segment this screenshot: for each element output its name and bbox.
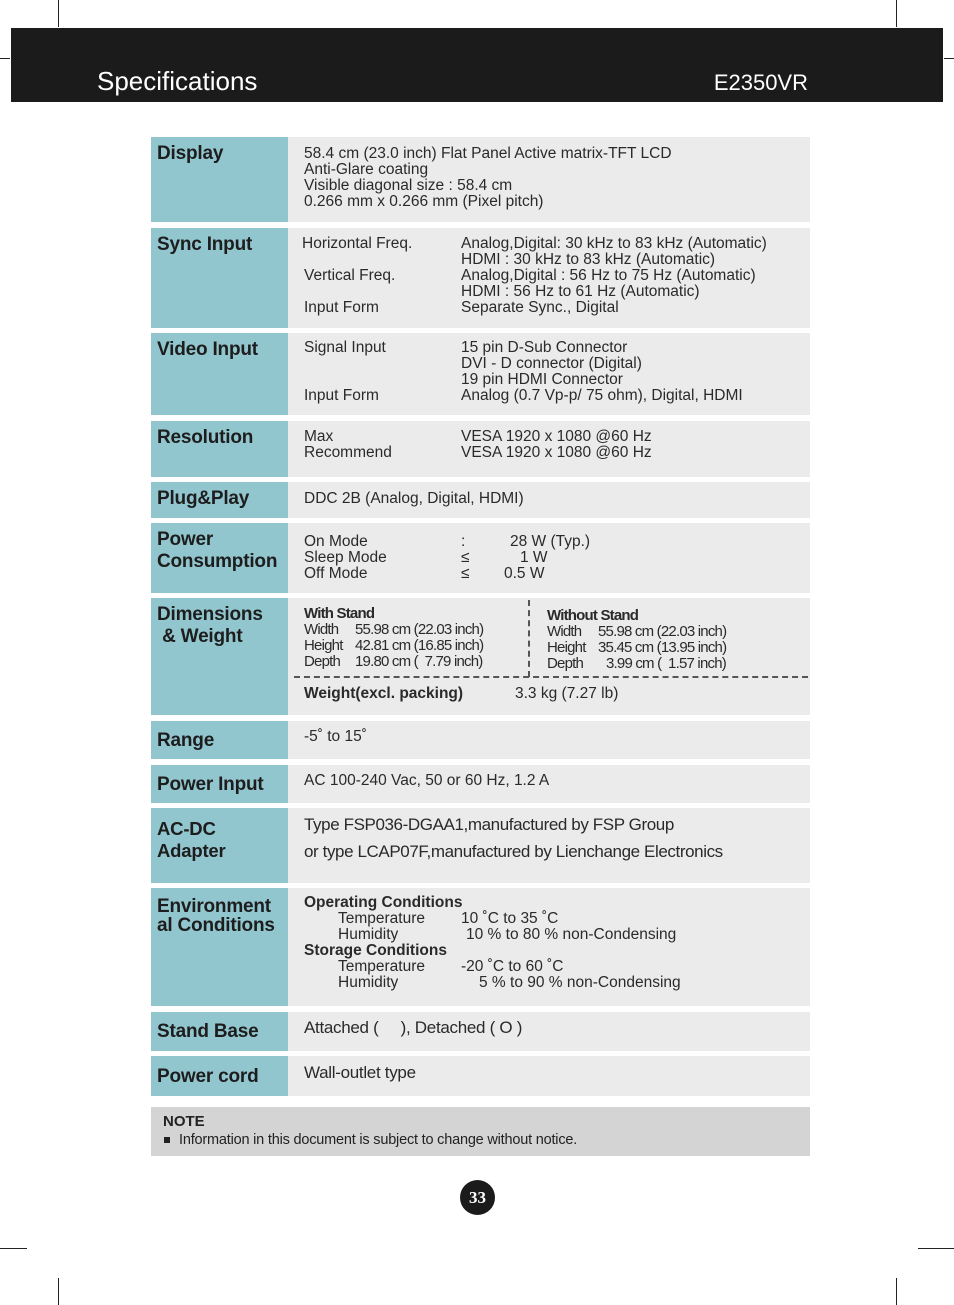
- spec-label: Plug&Play: [151, 482, 288, 518]
- spec-key: On Mode: [304, 533, 368, 550]
- spec-symbol: ≤: [461, 549, 470, 566]
- page-number: 33: [460, 1180, 495, 1215]
- spec-text: 19.80 cm ( 7.79 inch): [355, 653, 483, 670]
- dimension-divider-vertical: [528, 600, 530, 677]
- spec-key: Off Mode: [304, 565, 368, 582]
- spec-text: Analog,Digital: 30 kHz to 83 kHz (Automatic): [461, 235, 767, 252]
- spec-text: AC 100-240 Vac, 50 or 60 Hz, 1.2 A: [304, 772, 550, 789]
- spec-label: Sync Input: [151, 228, 288, 328]
- spec-text: -20 ˚C to 60 ˚C: [461, 958, 564, 975]
- spec-key: Width: [547, 623, 582, 640]
- spec-text: or type LCAP07F,manufactured by Lienchange Electronics: [304, 842, 723, 861]
- spec-text: -5˚ to 15˚: [304, 728, 367, 745]
- spec-key: Vertical Freq.: [304, 267, 396, 284]
- spec-key: Temperature: [338, 910, 426, 927]
- spec-key: Input Form: [304, 299, 379, 316]
- spec-text: 3.99 cm ( 1.57 inch): [606, 655, 726, 672]
- spec-value: [288, 1056, 810, 1096]
- spec-key: Depth: [304, 653, 341, 670]
- spec-value: [288, 482, 810, 518]
- spec-text: VESA 1920 x 1080 @60 Hz: [461, 428, 652, 445]
- model-name: E2350VR: [713, 70, 808, 95]
- spec-value: [288, 137, 810, 222]
- spec-text: 28 W (Typ.): [510, 533, 591, 550]
- spec-key: Height: [547, 639, 586, 656]
- crop-mark: [896, 0, 897, 27]
- note-heading: NOTE: [163, 1113, 205, 1130]
- spec-key: Width: [304, 621, 339, 638]
- crop-mark: [58, 1278, 59, 1305]
- note-text: Information in this document is subject to change without notice.: [179, 1132, 578, 1148]
- spec-row-stand-base: [151, 1012, 810, 1051]
- spec-key: Temperature: [338, 958, 426, 975]
- spec-value: [288, 721, 810, 759]
- spec-text: 10 % to 80 % non-Condensing: [466, 926, 677, 943]
- spec-key: Signal Input: [304, 339, 386, 356]
- spec-row-range: [151, 721, 810, 759]
- spec-label-line: al Conditions: [157, 915, 275, 936]
- spec-text: 5 % to 90 % non-Condensing: [479, 974, 681, 991]
- spec-label: Resolution: [151, 421, 288, 477]
- spec-row-environmental-conditions: [151, 888, 810, 1006]
- spec-row-power-cord: [151, 1056, 810, 1096]
- spec-text: Analog (0.7 Vp-p/ 75 ohm), Digital, HDMI: [461, 387, 743, 404]
- spec-label: Stand Base: [151, 1012, 288, 1051]
- spec-text: 55.98 cm (22.03 inch): [355, 621, 484, 638]
- spec-text: 35.45 cm (13.95 inch): [598, 639, 727, 656]
- spec-text: 10 ˚C to 35 ˚C: [461, 910, 559, 927]
- spec-value: [288, 1012, 810, 1051]
- spec-text: DDC 2B (Analog, Digital, HDMI): [304, 490, 524, 507]
- spec-key: Humidity: [338, 974, 399, 991]
- spec-text: 1 W: [520, 549, 548, 566]
- spec-value: [288, 421, 810, 477]
- spec-row-video-input: [151, 333, 810, 415]
- spec-row-resolution: [151, 421, 810, 477]
- spec-label: [151, 523, 288, 593]
- spec-label: Power cord: [151, 1056, 288, 1096]
- weight-key: Weight(excl. packing): [304, 685, 464, 702]
- spec-row-ac-dc-adapter: [151, 808, 810, 883]
- spec-text: 42.81 cm (16.85 inch): [355, 637, 484, 654]
- without-stand-title: Without Stand: [547, 607, 639, 624]
- page-header: [11, 28, 943, 102]
- crop-mark: [944, 58, 954, 59]
- spec-key: Depth: [547, 655, 584, 672]
- spec-row-power-input: [151, 765, 810, 803]
- spec-label-line: Consumption: [157, 551, 278, 572]
- spec-label: Video Input: [151, 333, 288, 415]
- spec-text: Attached ( ), Detached ( O ): [304, 1018, 523, 1037]
- spec-value: [288, 523, 810, 593]
- spec-row-display: [151, 137, 810, 222]
- spec-value: [288, 808, 810, 883]
- spec-key: Height: [304, 637, 343, 654]
- bullet-icon: [164, 1137, 170, 1143]
- spec-label-line: Environment: [157, 896, 271, 917]
- spec-row-power-consumption: [151, 523, 810, 593]
- spec-label: Power Input: [151, 765, 288, 803]
- spec-label: AC-DC Adapter: [151, 808, 288, 883]
- spec-text: Type FSP036-DGAA1,manufactured by FSP Group: [304, 815, 674, 834]
- spec-key: Recommend: [304, 444, 392, 461]
- spec-key: Max: [304, 428, 334, 445]
- page-title: Specifications: [97, 66, 258, 96]
- spec-label: [151, 598, 288, 715]
- spec-label-line: & Weight: [157, 626, 243, 647]
- spec-value: [288, 228, 810, 328]
- spec-text: 15 pin D-Sub Connector: [461, 339, 628, 356]
- spec-text: Anti-Glare coating: [304, 161, 429, 178]
- spec-symbol: :: [461, 533, 466, 550]
- spec-value: [288, 888, 810, 1006]
- spec-label: Range: [151, 721, 288, 759]
- spec-key: Humidity: [338, 926, 399, 943]
- spec-value: [288, 598, 810, 715]
- spec-text: 0.5 W: [504, 565, 545, 582]
- spec-text: HDMI : 56 Hz to 61 Hz (Automatic): [461, 283, 700, 300]
- crop-mark: [0, 1248, 27, 1249]
- spec-key: Sleep Mode: [304, 549, 387, 566]
- spec-text: 0.266 mm x 0.266 mm (Pixel pitch): [304, 193, 544, 210]
- spec-label-line: Power: [157, 529, 214, 550]
- spec-key: Horizontal Freq.: [302, 235, 413, 252]
- spec-text: 58.4 cm (23.0 inch) Flat Panel Active matrix-TFT LCD: [304, 145, 672, 162]
- spec-text: 55.98 cm (22.03 inch): [598, 623, 727, 640]
- spec-text: 19 pin HDMI Connector: [461, 371, 623, 388]
- spec-row-dimensions-weight: [151, 598, 810, 715]
- with-stand-title: With Stand: [304, 605, 375, 622]
- crop-mark: [918, 1248, 954, 1249]
- spec-label-line: Dimensions: [157, 604, 263, 625]
- crop-mark: [0, 58, 10, 59]
- spec-label: Display: [151, 137, 288, 222]
- spec-key: Input Form: [304, 387, 379, 404]
- spec-text: Visible diagonal size : 58.4 cm: [304, 177, 513, 194]
- spec-value: [288, 765, 810, 803]
- spec-text: Separate Sync., Digital: [461, 299, 619, 316]
- spec-text: VESA 1920 x 1080 @60 Hz: [461, 444, 652, 461]
- spec-text: DVI - D connector (Digital): [461, 355, 642, 372]
- operating-conditions-title: Operating Conditions: [304, 894, 463, 911]
- spec-value: [288, 333, 810, 415]
- dimension-divider-horizontal: [294, 676, 808, 678]
- spec-text: Analog,Digital : 56 Hz to 75 Hz (Automatic): [461, 267, 756, 284]
- spec-text: HDMI : 30 kHz to 83 kHz (Automatic): [461, 251, 716, 268]
- spec-symbol: ≤: [461, 565, 470, 582]
- spec-label: [151, 888, 288, 1006]
- spec-row-plug-and-play: [151, 482, 810, 518]
- weight-value: 3.3 kg (7.27 lb): [515, 685, 619, 702]
- crop-mark: [58, 0, 59, 27]
- spec-text: Wall-outlet type: [304, 1063, 416, 1082]
- note-box: [151, 1107, 810, 1156]
- spec-row-sync-input: [151, 228, 810, 328]
- crop-mark: [896, 1278, 897, 1305]
- storage-conditions-title: Storage Conditions: [304, 942, 447, 959]
